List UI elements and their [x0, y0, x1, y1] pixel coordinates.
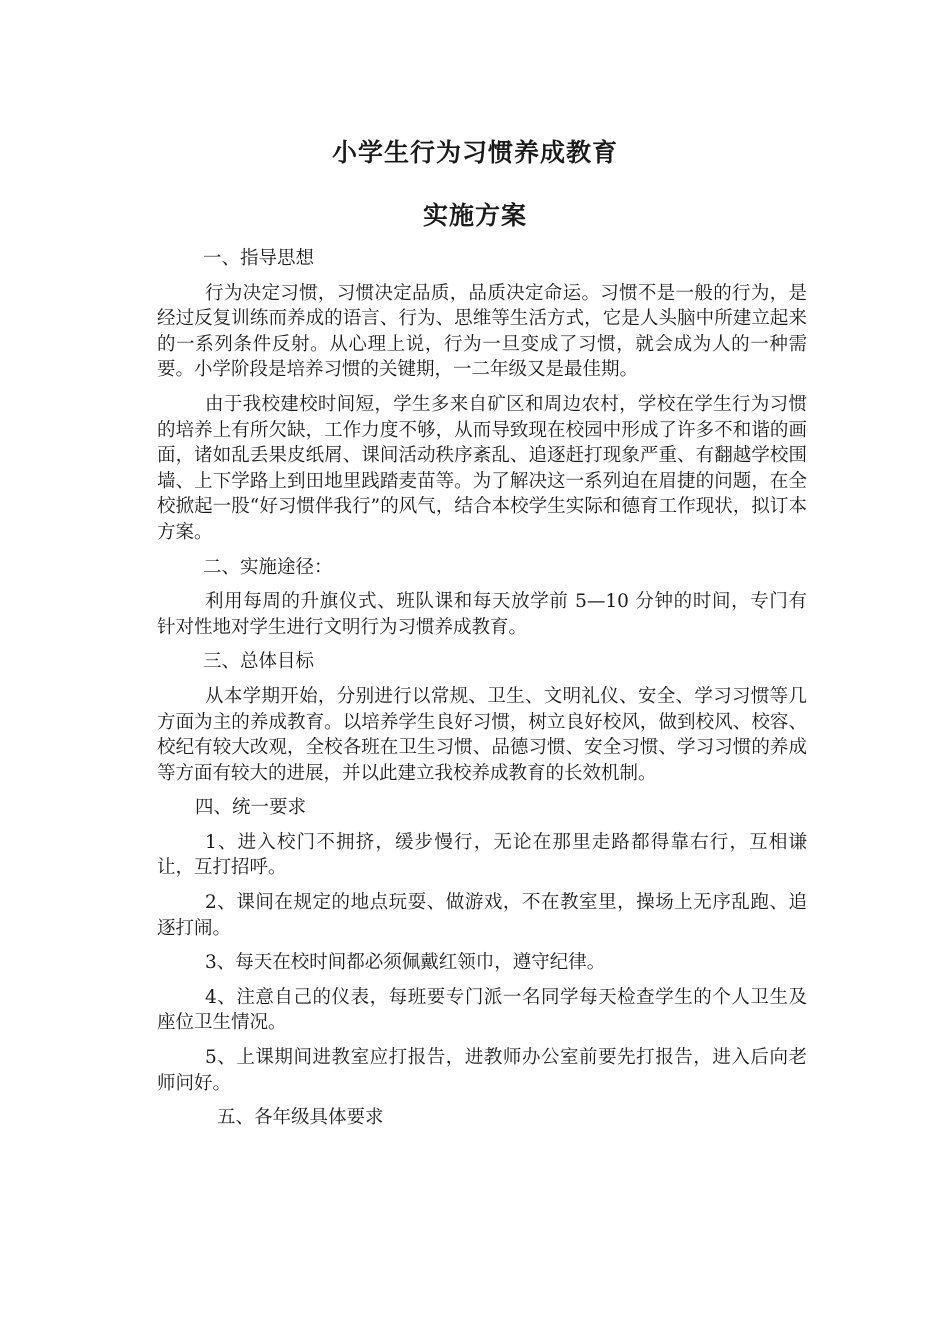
section-heading-unified-requirements: 四、统一要求	[195, 797, 307, 819]
paragraph-overall-goal: 从本学期开始，分别进行以常规、卫生、文明礼仪、安全、学习习惯等几方面为主的养成教育。以培养学生良好习惯，树立良好校风，做到校风、校容、校纪有较大改观，全校各班在卫生习惯、品德习惯、安全习惯、学习习惯的养成等方面有较大的进展，并以此建立我校养成教育的长效机制。	[157, 685, 807, 784]
document-body	[157, 246, 807, 1140]
section-heading-guiding-ideology: 一、指导思想	[203, 248, 315, 269]
document-title: 小学生行为习惯养成教育	[331, 138, 618, 167]
section-heading-implementation: 二、实施途径：	[203, 556, 333, 578]
requirement-item-4: 4、注意自己的仪表，每班要专门派一名同学每天检查学生的个人卫生及座位卫生情况。	[157, 986, 807, 1034]
requirement-item-5: 5、上课期间进教室应打报告，进教师办公室前要先打报告，进入后向老师问好。	[157, 1047, 807, 1094]
section-heading-overall-goal: 三、总体目标	[203, 651, 315, 673]
section-heading-grade-requirements: 五、各年级具体要求	[217, 1107, 384, 1129]
requirement-item-2: 2、课间在规定的地点玩耍、做游戏，不在教室里，操场上无序乱跑、追逐打闹。	[157, 892, 807, 939]
paragraph-guiding-ideology-2: 由于我校建校时间短，学生多来自矿区和周边农村，学校在学生行为习惯的培养上有所欠缺，工作力度不够，从而导致现在校园中形成了许多不和谐的画面，诸如乱丢果皮纸屑、课间活动秩序紊乱、追逐赶打现象严重、有翻越学校围墙、上下学路上到田地里践踏麦苗等。为了解决这一系列迫在眉捷的问题，在全校掀起一股“好习惯伴我行”的风气，结合本校学生实际和德育工作现状，拟订本方案。	[157, 393, 807, 543]
document-subtitle: 实施方案	[422, 201, 527, 230]
requirement-item-3: 3、每天在校时间都必须佩戴红领巾，遵守纪律。	[205, 952, 606, 974]
requirement-item-1: 1、进入校门不拥挤，缓步慢行，无论在那里走路都得靠右行，互相谦让，互打招呼。	[157, 831, 807, 879]
paragraph-guiding-ideology-1: 行为决定习惯，习惯决定品质，品质决定命运。习惯不是一般的行为，是经过反复训练而养成的语言、行为、思维等生活方式，它是人头脑中所建立起来的一系列条件反射。从心理上说，行为一旦变成了习惯，就会成为人的一种需要。小学阶段是培养习惯的关键期，一二年级又是最佳期。	[157, 282, 807, 381]
paragraph-implementation: 利用每周的升旗仪式、班队课和每天放学前 5—10 分钟的时间，专门有针对性地对学生进行文明行为习惯养成教育。	[157, 591, 807, 638]
